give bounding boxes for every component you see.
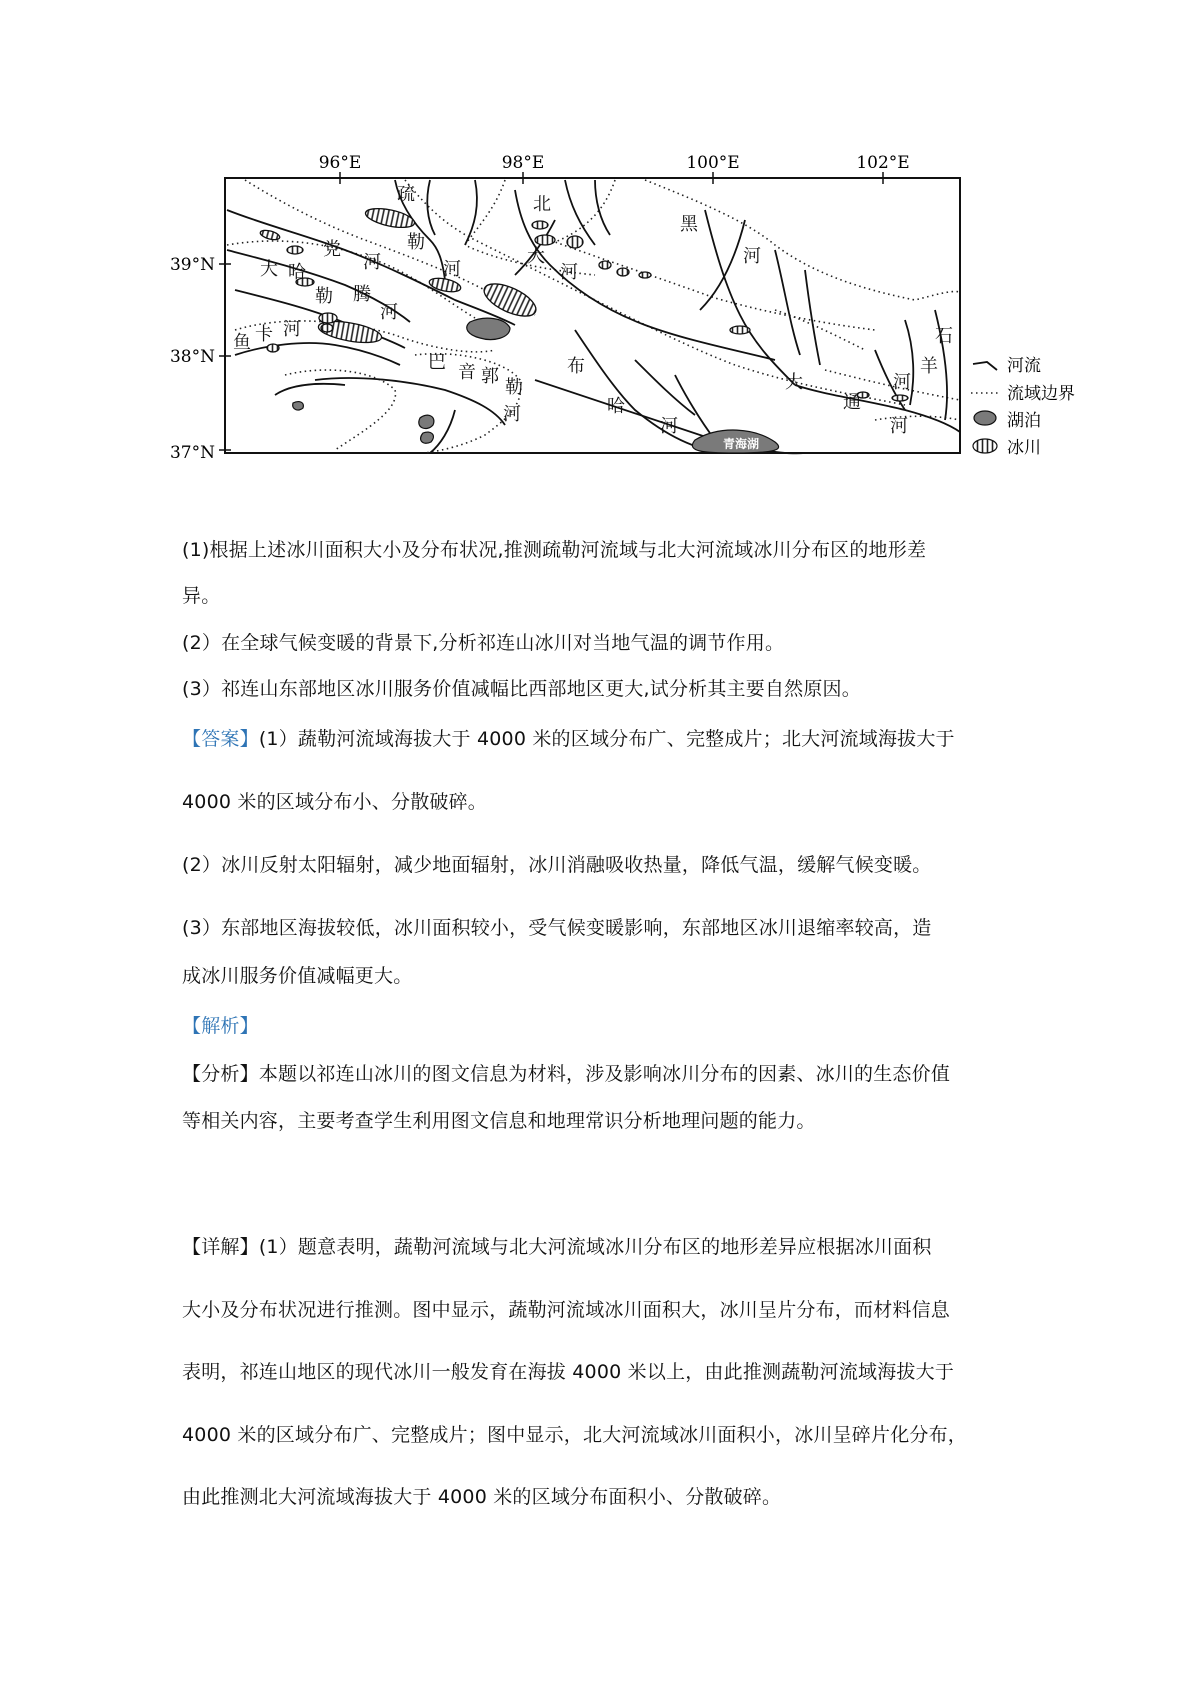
label-bayinguole-3: 郭	[481, 366, 499, 387]
lake-small-1	[293, 402, 304, 410]
glacier-11	[532, 221, 548, 229]
answer-line-1	[182, 724, 1032, 754]
label-shiyang-1: 石	[935, 326, 953, 347]
label-shiyang-2: 羊	[920, 356, 938, 377]
question-3: (3）祁连山东部地区冰川服务价值减幅比西部地区更大,试分析其主要自然原因。	[182, 678, 861, 700]
legend-glacier-label: 冰川	[1007, 438, 1041, 458]
legend-river-symbol	[973, 362, 997, 370]
label-shule-3: 河	[443, 259, 461, 280]
label-buha-2: 哈	[607, 396, 625, 417]
label-yuka-1: 鱼	[233, 332, 251, 353]
glacier-5	[287, 246, 303, 254]
label-hei-1: 黑	[680, 214, 698, 235]
detail-line-2: 大小及分布状况进行推测。图中显示，蔬勒河流域冰川面积大，冰川呈片分布，而材料信息	[182, 1299, 951, 1321]
label-beida-1: 北	[533, 194, 551, 215]
fenxi-text-1: 本题以祁连山冰川的图文信息为材料，涉及影响冰川分布的因素、冰川的生态价值	[258, 1063, 951, 1085]
answer-line-5: 成冰川服务价值减幅更大。	[182, 965, 413, 987]
map-legend	[971, 356, 1075, 458]
label-bayinguole-2: 音	[458, 362, 476, 383]
label-dang-2: 河	[363, 252, 381, 273]
question-2: (2）在全球气候变暖的背景下,分析祁连山冰川对当地气温的调节作用。	[182, 632, 785, 654]
label-dahaleteng-2: 哈	[288, 262, 306, 283]
glacier-7	[319, 313, 337, 323]
lat-label-38: 38°N	[169, 347, 215, 367]
label-dahaleteng-1: 大	[260, 259, 278, 280]
question-1-line-2: 异。	[182, 585, 221, 607]
glacier-19	[892, 395, 908, 401]
label-yuka-3: 河	[283, 319, 301, 340]
answer-text-1: (1）蔬勒河流域海拔大于 4000 米的区域分布广、完整成片；北大河流域海拔大于	[258, 728, 955, 750]
label-bayinguole-4: 勒	[505, 377, 523, 398]
legend-glacier-symbol	[973, 439, 997, 453]
glacier-12	[535, 235, 555, 245]
glacier-8	[321, 324, 333, 332]
lake-small-2	[419, 415, 434, 428]
legend-lake-symbol	[974, 411, 996, 425]
lat-label-37: 37°N	[169, 443, 215, 463]
label-dahaleteng-4: 腾	[353, 284, 371, 305]
detail-line-5: 由此推测北大河流域海拔大于 4000 米的区域分布面积小、分散破碎。	[182, 1486, 782, 1508]
glacier-17	[730, 326, 750, 334]
glacier-9	[267, 344, 279, 352]
label-bayinguole-1: 巴	[428, 352, 446, 373]
lon-label-100: 100°E	[686, 153, 740, 173]
detail-line-4: 4000 米的区域分布广、完整成片；图中显示，北大河流域冰川面积小，冰川呈碎片化分布，	[182, 1424, 967, 1446]
legend-river-label: 河流	[1007, 356, 1041, 376]
legend-boundary-label: 流域边界	[1007, 384, 1075, 404]
label-datong-3: 河	[890, 416, 908, 437]
label-buha-1: 布	[567, 356, 585, 377]
lon-label-102: 102°E	[856, 153, 910, 173]
analysis-tag: 【解析】	[182, 1015, 259, 1037]
label-shule-1: 疏	[397, 184, 415, 205]
label-hei-2: 河	[743, 246, 761, 267]
label-bayinguole-5: 河	[503, 404, 521, 425]
glacier-16	[639, 272, 651, 278]
lon-label-98: 98°E	[501, 153, 545, 173]
label-beida-3: 河	[560, 262, 578, 283]
answer-line-3: (2）冰川反射太阳辐射，减少地面辐射，冰川消融吸收热量，降低气温，缓解气候变暖。	[182, 854, 932, 876]
lake-small-3	[421, 432, 434, 443]
label-qinghai-lake: 青海湖	[723, 437, 760, 451]
answer-tag: 【答案】	[182, 728, 259, 750]
glacier-15	[617, 268, 629, 276]
question-1-line-1: (1)根据上述冰川面积大小及分布状况,推测疏勒河流域与北大河流域冰川分布区的地形差	[182, 539, 927, 561]
answer-line-4: (3）东部地区海拔较低，冰川面积较小，受气候变暖影响，东部地区冰川退缩率较高，造	[182, 917, 932, 939]
label-datong-2: 通	[843, 392, 861, 413]
glacier-13	[567, 236, 583, 248]
label-dahaleteng-3: 勒	[315, 286, 333, 307]
fenxi-line-2: 等相关内容，主要考查学生利用图文信息和地理常识分析地理问题的能力。	[182, 1110, 816, 1132]
detail-line-3: 表明，祁连山地区的现代冰川一般发育在海拔 4000 米以上，由此推测蔬勒河流域海拔大于	[182, 1361, 955, 1383]
label-shule-2: 勒	[407, 232, 425, 253]
qilian-glacier-map	[169, 150, 1175, 515]
answer-line-2: 4000 米的区域分布小、分散破碎。	[182, 791, 487, 813]
label-datong-1: 大	[785, 372, 803, 393]
glacier-14	[599, 261, 611, 269]
label-beida-2: 大	[527, 246, 545, 267]
label-shiyang-3: 河	[893, 372, 911, 393]
legend-lake-label: 湖泊	[1007, 411, 1041, 431]
label-buha-3: 河	[660, 416, 678, 437]
label-dang-1: 党	[323, 239, 341, 260]
label-dahaleteng-5: 河	[380, 302, 398, 323]
lat-label-39: 39°N	[169, 255, 215, 275]
fenxi-tag: 【分析】	[182, 1063, 259, 1085]
detail-tag: 【详解】	[182, 1236, 259, 1258]
detail-line-1	[182, 1232, 1032, 1262]
fenxi-line-1	[182, 1059, 1032, 1089]
detail-text-1: (1）题意表明，蔬勒河流域与北大河流域冰川分布区的地形差异应根据冰川面积	[258, 1236, 932, 1258]
lon-label-96: 96°E	[318, 153, 362, 173]
label-yuka-2: 卡	[255, 324, 273, 345]
